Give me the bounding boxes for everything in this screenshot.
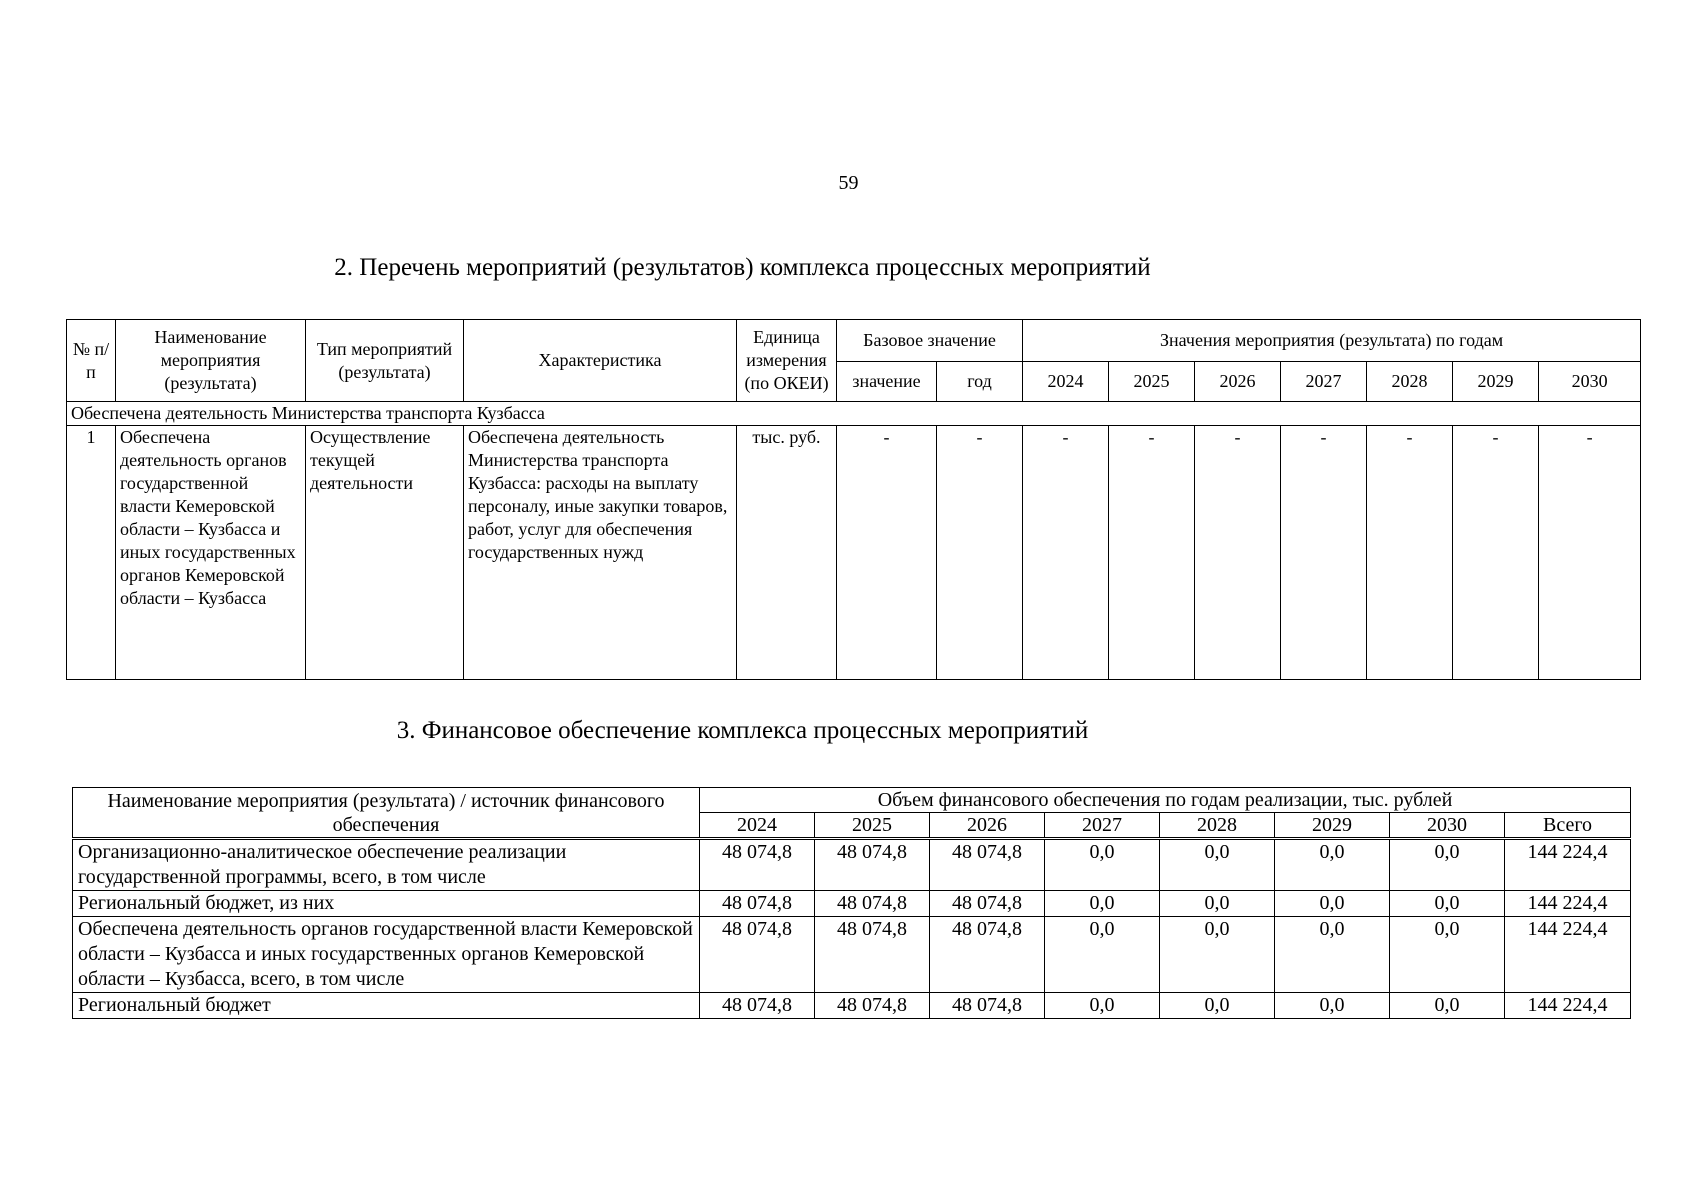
header-year: 2030 xyxy=(1390,813,1505,839)
row-value: - xyxy=(1539,426,1641,680)
table-row xyxy=(73,917,1631,993)
activities-table xyxy=(66,319,1641,680)
row-type: Осуществление текущей деятельности xyxy=(306,426,464,680)
row-value: 0,0 xyxy=(1160,839,1275,891)
row-value: 48 074,8 xyxy=(700,917,815,993)
row-name: Региональный бюджет, из них xyxy=(73,891,700,917)
header-year: 2025 xyxy=(1109,362,1195,402)
row-value: 48 074,8 xyxy=(815,993,930,1019)
section-3-title: 3. Финансовое обеспечение комплекса процессных мероприятий xyxy=(396,717,1089,744)
row-value: 48 074,8 xyxy=(930,891,1045,917)
row-name: Организационно-аналитическое обеспечение реализации государственной программы, всего, в том числе xyxy=(73,839,700,891)
row-value: - xyxy=(1281,426,1367,680)
header-base-value: значение xyxy=(837,362,937,402)
header-base-year: год xyxy=(937,362,1023,402)
row-name: Обеспечена деятельность органов государственной власти Кемеровской области – Кузбасса и иных государственных органов Кемеровской области – Кузбасса, всего, в том числе xyxy=(73,917,700,993)
row-unit: тыс. руб. xyxy=(737,426,837,680)
row-value: 48 074,8 xyxy=(700,993,815,1019)
header-unit: Единица измерения (по ОКЕИ) xyxy=(737,320,837,402)
row-total: 144 224,4 xyxy=(1505,891,1631,917)
row-value: 0,0 xyxy=(1390,993,1505,1019)
row-value: 48 074,8 xyxy=(930,917,1045,993)
row-value: - xyxy=(1109,426,1195,680)
table-row xyxy=(67,426,1641,680)
row-value: 0,0 xyxy=(1275,993,1390,1019)
group-label: Обеспечена деятельность Министерства транспорта Кузбасса xyxy=(67,402,1641,426)
row-value: 0,0 xyxy=(1045,993,1160,1019)
row-value: - xyxy=(1195,426,1281,680)
header-year: 2025 xyxy=(815,813,930,839)
row-value: 48 074,8 xyxy=(930,839,1045,891)
table-row xyxy=(73,891,1631,917)
row-value: 0,0 xyxy=(1390,839,1505,891)
header-year: 2027 xyxy=(1045,813,1160,839)
row-value: 0,0 xyxy=(1045,839,1160,891)
row-base-value: - xyxy=(837,426,937,680)
header-by-years: Значения мероприятия (результата) по годам xyxy=(1023,320,1641,362)
header-year: 2026 xyxy=(1195,362,1281,402)
row-value: 48 074,8 xyxy=(815,917,930,993)
row-total: 144 224,4 xyxy=(1505,917,1631,993)
header-base: Базовое значение xyxy=(837,320,1023,362)
row-total: 144 224,4 xyxy=(1505,993,1631,1019)
row-value: 48 074,8 xyxy=(700,839,815,891)
row-value: - xyxy=(1453,426,1539,680)
row-value: 0,0 xyxy=(1045,891,1160,917)
row-num: 1 xyxy=(67,426,116,680)
row-value: 48 074,8 xyxy=(930,993,1045,1019)
header-volume: Объем финансового обеспечения по годам реализации, тыс. рублей xyxy=(700,788,1631,813)
header-total: Всего xyxy=(1505,813,1631,839)
financing-table xyxy=(72,787,1631,1019)
table-row xyxy=(73,993,1631,1019)
row-value: 48 074,8 xyxy=(815,839,930,891)
header-year: 2029 xyxy=(1453,362,1539,402)
header-characteristic: Характеристика xyxy=(464,320,737,402)
header-year: 2028 xyxy=(1160,813,1275,839)
table-row xyxy=(73,839,1631,891)
row-value: - xyxy=(1023,426,1109,680)
row-value: 0,0 xyxy=(1160,891,1275,917)
header-year: 2024 xyxy=(700,813,815,839)
row-value: 0,0 xyxy=(1275,917,1390,993)
row-total: 144 224,4 xyxy=(1505,839,1631,891)
row-characteristic: Обеспечена деятельность Министерства транспорта Кузбасса: расходы на выплату персоналу, иные закупки товаров, работ, услуг для обеспечения государственных нужд xyxy=(464,426,737,680)
row-name: Региональный бюджет xyxy=(73,993,700,1019)
header-num: № п/п xyxy=(67,320,116,402)
header-type: Тип мероприятий (результата) xyxy=(306,320,464,402)
row-value: - xyxy=(1367,426,1453,680)
row-value: 0,0 xyxy=(1045,917,1160,993)
page-number: 59 xyxy=(838,172,859,194)
row-value: 0,0 xyxy=(1390,917,1505,993)
row-value: 0,0 xyxy=(1275,839,1390,891)
header-year: 2028 xyxy=(1367,362,1453,402)
header-year: 2029 xyxy=(1275,813,1390,839)
row-value: 0,0 xyxy=(1160,917,1275,993)
row-value: 0,0 xyxy=(1390,891,1505,917)
header-year: 2027 xyxy=(1281,362,1367,402)
row-name: Обеспечена деятельность органов государственной власти Кемеровской области – Кузбасса и иных государственных органов Кемеровской области – Кузбасса xyxy=(116,426,306,680)
section-2-title: 2. Перечень мероприятий (результатов) комплекса процессных мероприятий xyxy=(334,254,1151,281)
row-value: 48 074,8 xyxy=(700,891,815,917)
header-name: Наименование мероприятия (результата) / источник финансового обеспечения xyxy=(73,788,700,839)
header-name: Наименование мероприятия (результата) xyxy=(116,320,306,402)
header-year: 2024 xyxy=(1023,362,1109,402)
header-year: 2030 xyxy=(1539,362,1641,402)
row-value: 0,0 xyxy=(1275,891,1390,917)
row-base-year: - xyxy=(937,426,1023,680)
row-value: 48 074,8 xyxy=(815,891,930,917)
row-value: 0,0 xyxy=(1160,993,1275,1019)
header-year: 2026 xyxy=(930,813,1045,839)
